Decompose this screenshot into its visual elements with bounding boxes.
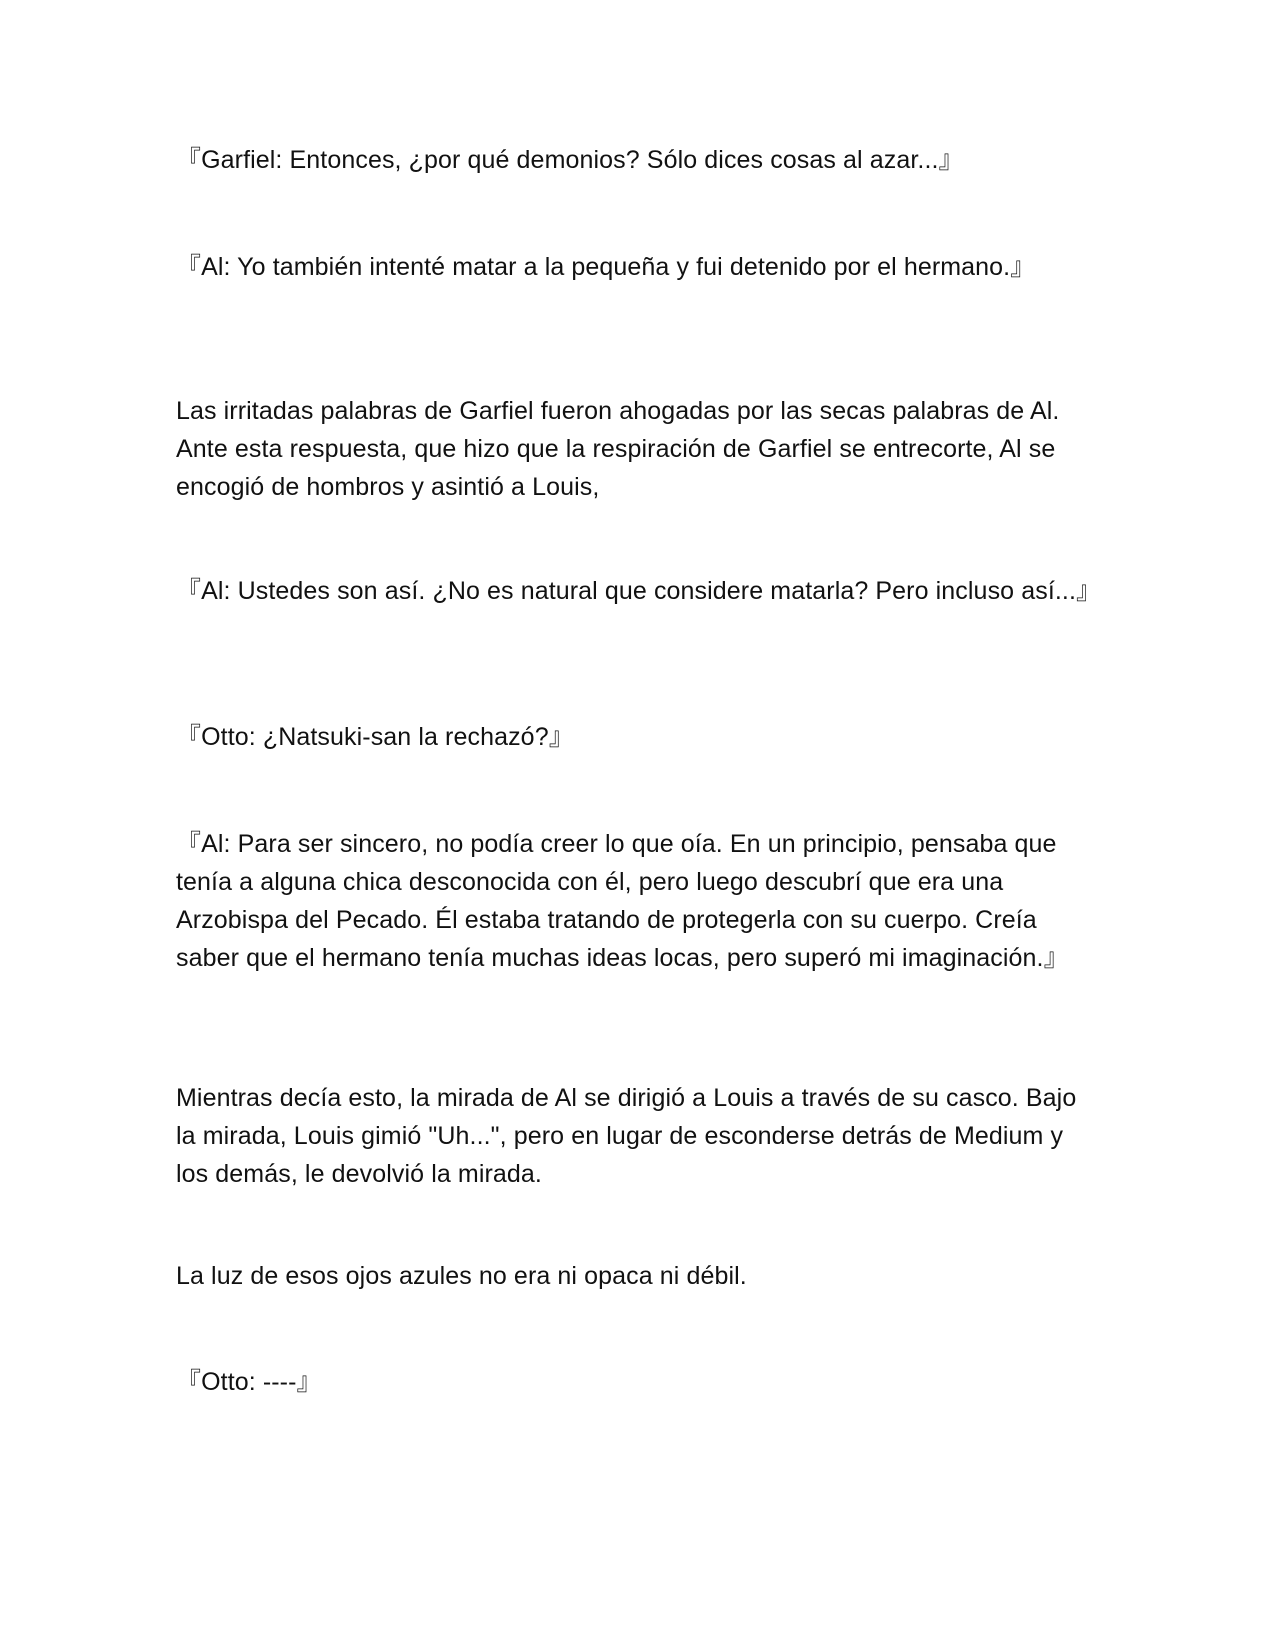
dialogue-al-2: 『Al: Ustedes son así. ¿No es natural que considere matarla? Pero incluso así...』	[176, 577, 1102, 605]
dialogue-al-1: 『Al: Yo también intenté matar a la pequeña y fui detenido por el hermano.』	[176, 253, 1036, 281]
dialogue-al-3: 『Al: Para ser sincero, no podía creer lo que oía. En un principio, pensaba que tenía a alguna chica desconocida con él, pero luego descubrí que era una Arzobispa del Pecado. Él estaba tratando de protegerla con su cuerpo. Creía saber que el hermano tenía muchas ideas locas, pero superó mi imaginación.』	[176, 830, 1069, 972]
narration-paragraph-3: La luz de esos ojos azules no era ni opaca ni débil.	[176, 1262, 747, 1290]
dialogue-otto-1: 『Otto: ¿Natsuki-san la rechazó?』	[176, 723, 574, 751]
narration-paragraph-2: Mientras decía esto, la mirada de Al se dirigió a Louis a través de su casco. Bajo la mirada, Louis gimió "Uh...", pero en lugar de esconderse detrás de Medium y los demás, le devolvió la mirada.	[176, 1084, 1084, 1188]
dialogue-otto-2: 『Otto: ----』	[176, 1368, 322, 1396]
dialogue-garfiel: 『Garfiel: Entonces, ¿por qué demonios? Sólo dices cosas al azar...』	[176, 146, 964, 174]
narration-paragraph-1: Las irritadas palabras de Garfiel fueron ahogadas por las secas palabras de Al. Ante esta respuesta, que hizo que la respiración de Garfiel se entrecorte, Al se encogió de hombros y asintió a Louis,	[176, 397, 1066, 501]
